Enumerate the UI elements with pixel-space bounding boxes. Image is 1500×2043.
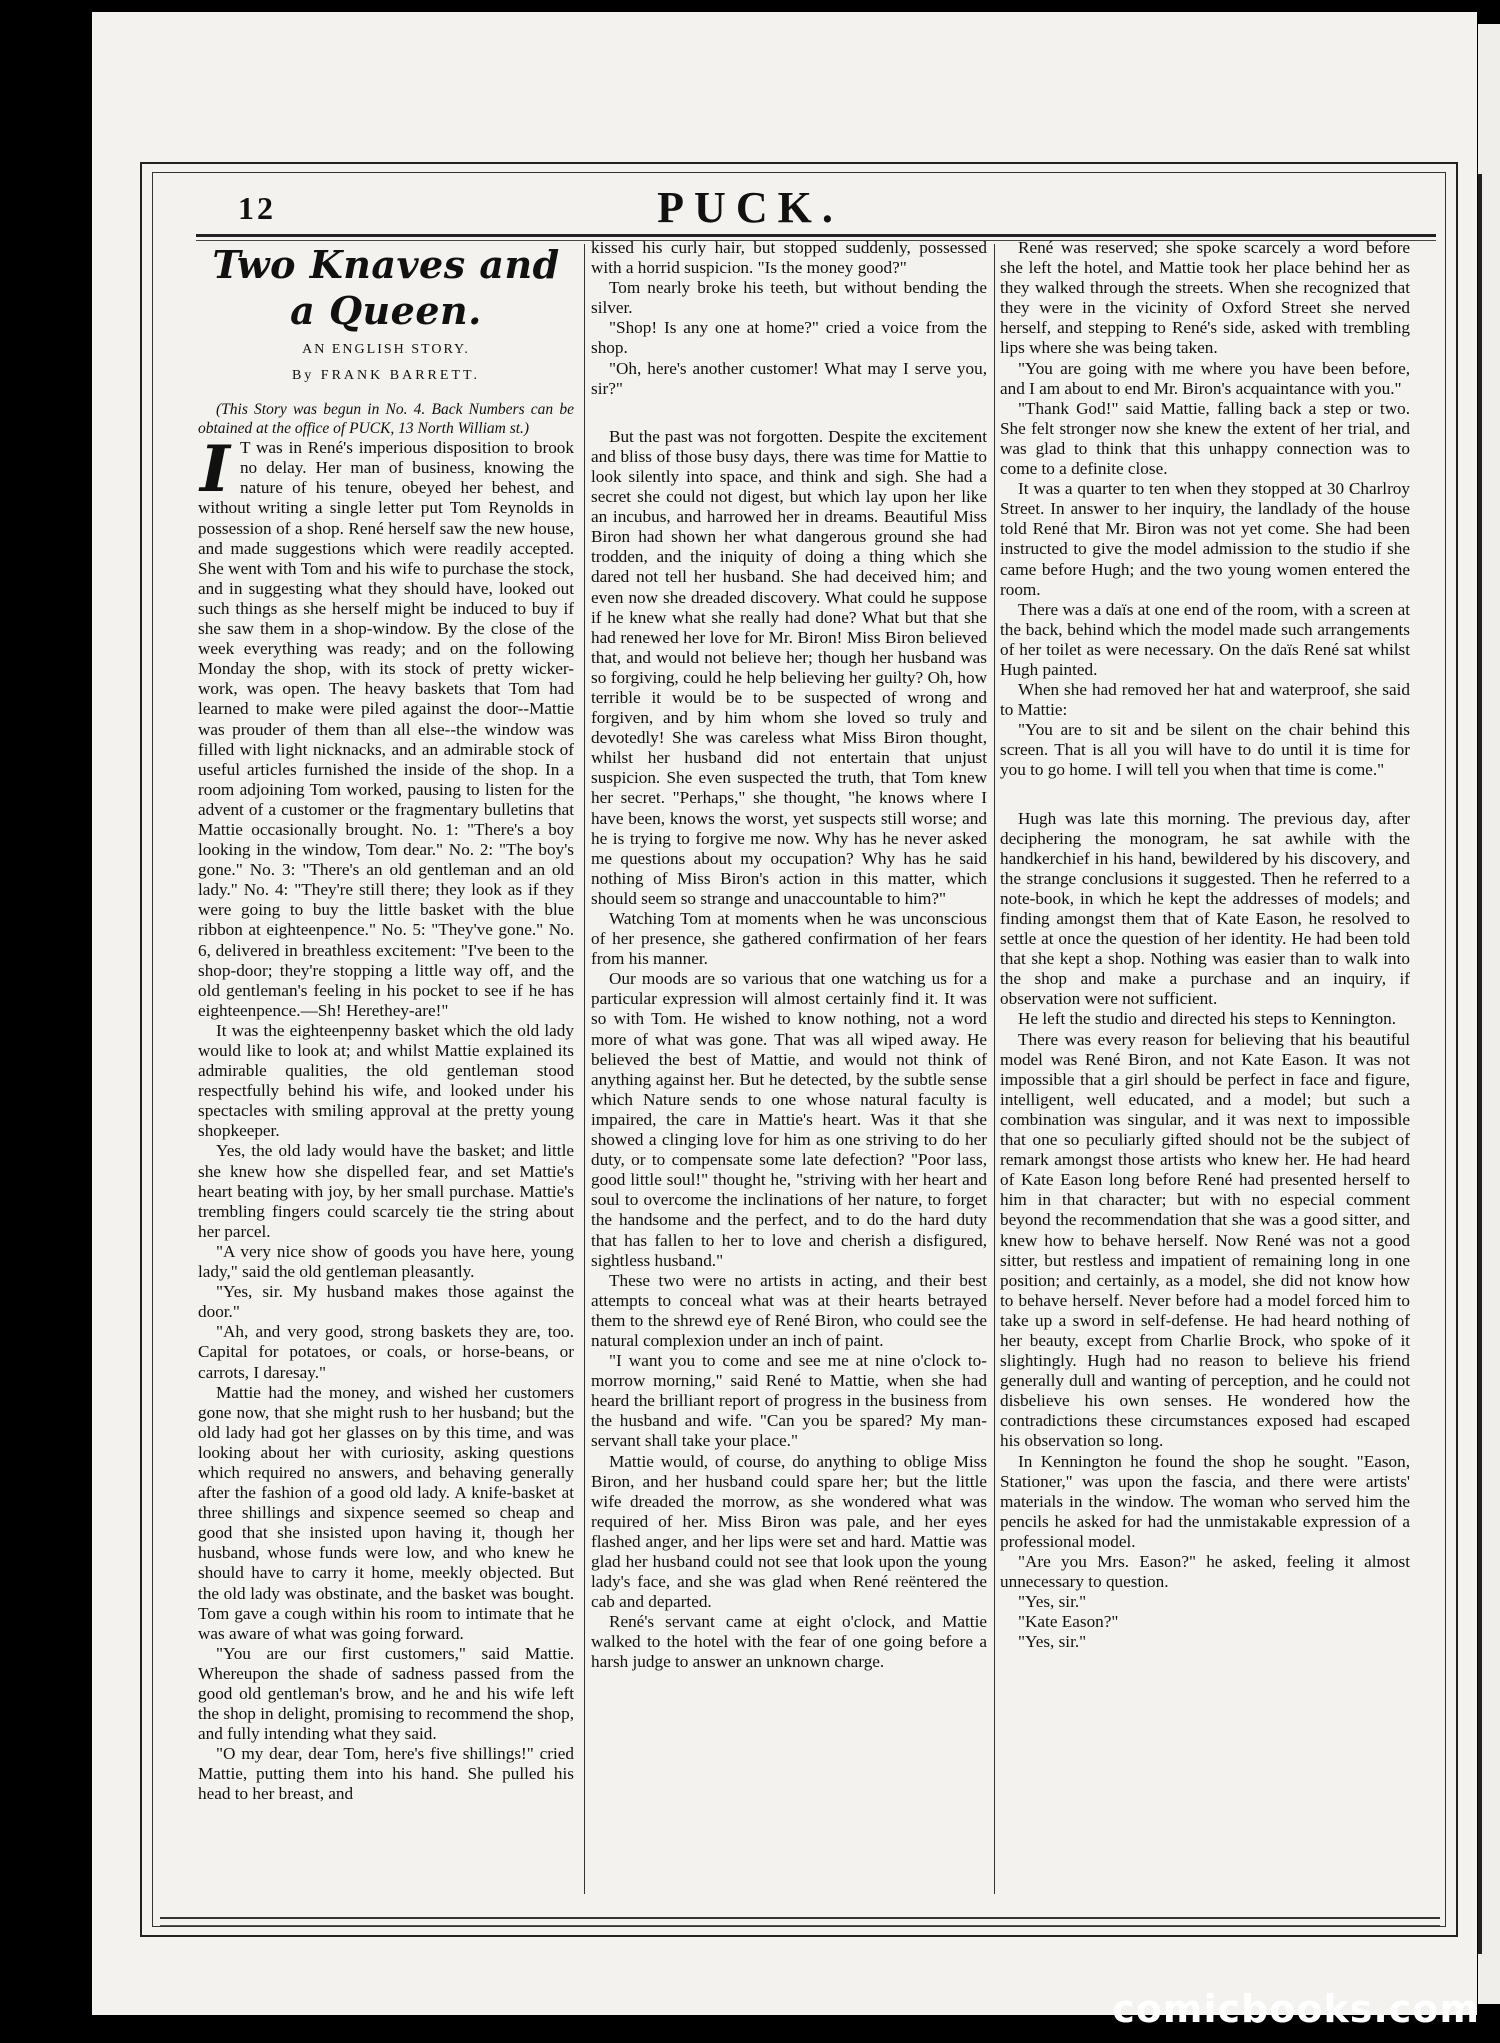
- story-paragraph: Watching Tom at moments when he was unconscious of her presence, she gathered confirmation of her fears from his manner.: [591, 909, 987, 969]
- story-paragraph: "Yes, sir. My husband makes those against the door.": [198, 1282, 574, 1322]
- story-paragraph: I T was in René's imperious disposition to brook no delay. Her man of business, knowing the nature of his tenure, obeyed her behest, and without writing a single letter put Tom Reynolds in possession of a shop. René herself saw the new house, and made suggestions which were readily accepted. She went with Tom and his wife to purchase the stock, and in suggesting what they should have, looked out such things as she herself might be induced to buy if she saw them in a shop-window. By the close of the week everything was ready; and on the following Monday the shop, with its stock of pretty wicker-work, was open. The heavy baskets that Tom had learned to make were piled against the door--Mattie was prouder of them than all else--the window was filled with light nicknacks, and an admirable stock of useful articles furnished the inside of the shop. In a room adjoining Tom worked, pausing to listen for the advent of a customer or the fragmentary bulletins that Mattie occasionally brought. No. 1: "There's a boy looking in the window, Tom dear." No. 2: "The boy's gone." No. 3: "There's an old gentleman and an old lady." No. 4: "They're still there; they look as if they were going to buy the little basket with the blue ribbon at eighteenpence." No. 5: "They've gone." No. 6, delivered in breathless excitement: "I've been to the shop-door; they're stopping a little way off, and the old gentleman's feeling in his pocket to see if he has eighteenpence.—Sh! Herethey-are!": [198, 432, 574, 1020]
- story-paragraph: "Oh, here's another customer! What may I serve you, sir?": [591, 358, 987, 398]
- story-byline: By FRANK BARRETT.: [291, 368, 481, 384]
- adjacent-page-edge: [1478, 24, 1500, 2004]
- story-paragraph: "Thank God!" said Mattie, falling back a step or two. She felt stronger now she knew the extent of her trial, and was glad to think that this unhappy connection was to come to a definite close.: [1000, 398, 1410, 479]
- page-number: 12: [238, 190, 276, 226]
- story-paragraph: "I want you to come and see me at nine o'clock to-morrow morning," said René to Mattie, when she had heard the brilliant report of progress in the business from the husband and wife. "Can you be spared? My man-servant shall take your place.": [591, 1351, 987, 1451]
- column-rule-1: [584, 244, 585, 1894]
- column-3: [1000, 238, 1410, 1652]
- story-paragraph: kissed his curly hair, but stopped suddenly, possessed with a horrid suspicion. "Is the money good?": [591, 238, 987, 278]
- story-note: (This Story was begun in No. 4. Back Numbers can be obtained at the office of PUCK, 13 North William st.): [198, 401, 574, 438]
- story-paragraph: "You are to sit and be silent on the chair behind this screen. That is all you will have to do until it is time for you to go home. I will tell you when that time is come.": [1000, 720, 1410, 780]
- drop-cap: I: [200, 432, 230, 508]
- story-paragraph: It was a quarter to ten when they stopped at 30 Charlroy Street. In answer to her inquiry, the landlady of the house told René that Mr. Biron was not yet come. She had been instructed to give the model admission to the studio if she came before Hugh; and the two young women entered the room.: [1000, 479, 1410, 599]
- story-paragraph: "Yes, sir.": [1018, 1592, 1087, 1612]
- story-paragraph: Mattie had the money, and wished her customers gone now, that she might rush to her husband; but the old lady had got her glasses on by this time, and was looking about her with curiosity, asking questions which required no answers, and behaving generally after the fashion of a good old lady. A knife-basket at three shillings and sixpence seemed so cheap and good that she insisted upon having it, though her husband, whose funds were low, and who knew he should have to carry it home, meekly objected. But the old lady was obstinate, and the basket was bought. Tom gave a cough within his room to intimate that he was aware of what was going forward.: [198, 1382, 574, 1643]
- story-paragraph: "You are going with me where you have been before, and I am about to end Mr. Biron's acquaintance with you.": [1000, 358, 1410, 398]
- story-paragraph: "Ah, and very good, strong baskets they are, too. Capital for potatoes, or coals, or horse-beans, or carrots, I daresay.": [198, 1322, 574, 1382]
- story-paragraph: Our moods are so various that one watching us for a particular expression will almost certainly find it. It was so with Tom. He wished to know nothing, not a word more of what was gone. That was all wiped away. He believed the best of Mattie, and would not think of anything against her. But he detected, by the subtle sense which Nature sends to one whose natural faculty is impaired, the care in Mattie's heart. Was it that she showed a clinging love for him as one striving to do her duty, or to compensate some late defection? "Poor lass, good little soul!" thought he, "striving with her heart and soul to overcome the inclinations of her nature, to forget the handsome and the perfect, and to do the hard duty that has fallen to her to love and cherish a disfigured, sightless husband.": [591, 969, 987, 1270]
- story-paragraph: In Kennington he found the shop he sought. "Eason, Stationer," was upon the fascia, and there were artists' materials in the window. The woman who served him the pencils he asked for had the unmistakable expression of a professional model.: [1000, 1451, 1410, 1551]
- story-paragraph: But the past was not forgotten. Despite the excitement and bliss of those busy days, there was time for Mattie to look silently into space, and think and sigh. She had a secret she could not digest, but which lay upon her like an incubus, and harrowed her in dreams. Beautiful Miss Biron had shown her what dangerous ground she had trodden, and the iniquity of doing a thing which she dared not tell her husband. She had deceived him; and even now she dreaded discovery. What could he suppose if he knew what she really had done? What but that she had renewed her love for Mr. Biron! Miss Biron believed that, and would not believe her; though her husband was so forgiving, could he help believing her guilty? Oh, how terrible it would be to be suspected of wrong and forgiven, and by him whom she loved so truly and devotedly! She was careless what Miss Biron thought, whilst her husband did not entertain that unjust suspicion. She even suspected the truth, that Tom knew her secret. "Perhaps," she thought, "he knows where I have been, knows the worst, yet suspects still worse; and he is trying to forgive me now. Why has he never asked me questions about my occupation? Why has he said nothing of Miss Biron's action in this matter, which should seem so strange and unaccountable to him?": [591, 426, 987, 908]
- story-paragraph: "Are you Mrs. Eason?" he asked, feeling it almost unnecessary to question.: [1000, 1552, 1410, 1592]
- story-paragraph: Mattie would, of course, do anything to oblige Miss Biron, and her husband could spare her; but the little wife dreaded the morrow, as she wondered what was required of her. Miss Biron was pale, and her eyes flashed anger, and her lips were set and hard. Mattie was glad her husband could not see that look upon the young lady's face, and she was glad when René reëntered the cab and departed.: [591, 1451, 987, 1612]
- column-2: [591, 238, 987, 1673]
- story-paragraph: There was every reason for believing that his beautiful model was René Biron, and not Kate Eason. It was not impossible that a girl should be perfect in face and figure, intelligent, well educated, and a model; but such a combination was singular, and it was next to impossible that one so peculiarly gifted should not be the subject of remark amongst those artists who knew her. He had heard of Kate Eason long before René had presented herself to him in that character; but with no especial comment beyond the recommendation that she was a good sitter, and knew how to behave herself. Now René was not a good sitter, but restless and impatient of remaining long in one position; and certainly, as a model, she did not know how to behave herself. Never before had a model forced him to take up a sword in self-defense. He had heard nothing of her beauty, except from Charlie Brock, who spoke of it slightingly. Hugh had no reason to believe his friend generally dull and wanting of perception, and he could not disbelieve his own senses. He wondered how the contradictions these circumstances exposed had escaped his observation so long.: [1000, 1029, 1410, 1451]
- story-paragraph: "Kate Eason?": [1018, 1612, 1119, 1632]
- footer-rule: [160, 1917, 1440, 1919]
- column-rule-2: [994, 244, 995, 1894]
- story-paragraph: "O my dear, dear Tom, here's five shillings!" cried Mattie, putting them into his hand. She pulled his head to her breast, and: [198, 1744, 574, 1804]
- watermark-logo: comicbooks.com: [1112, 1987, 1480, 2031]
- story-paragraph: "You are our first customers," said Mattie. Whereupon the shade of sadness passed from the good old gentleman's brow, and he and his wife left the shop in delight, promising to recommend the shop, and fully intending what they said.: [198, 1643, 574, 1744]
- story-subtitle: AN ENGLISH STORY.: [302, 342, 470, 357]
- story-paragraph: Hugh was late this morning. The previous day, after deciphering the monogram, he sat awhile with the handkerchief in his hand, bewildered by his discovery, and the strange conclusions it suggested. Then he referred to a note-book, in which he kept the addresses of models; and finding amongst them that of Kate Eason, he resolved to settle at once the question of her identity. He had been told that she kept a shop. Nothing was easier than to walk into the shop and make a purchase and an inquiry, if observation were not sufficient.: [1000, 808, 1410, 1009]
- story-paragraph: "A very nice show of goods you have here, young lady," said the old gentleman pleasantly.: [198, 1241, 574, 1282]
- story-paragraph: There was a daïs at one end of the room, with a screen at the back, behind which the model made such arrangements of her toilet as were necessary. On the daïs René sat whilst Hugh painted.: [1000, 599, 1410, 679]
- story-paragraph: It was the eighteenpenny basket which the old lady would like to look at; and whilst Mattie explained its admirable qualities, the old gentleman stood respectfully behind his wife, and looked under his spectacles with smiling approval at the pretty young shopkeeper.: [198, 1020, 574, 1141]
- column-1: [198, 232, 574, 1805]
- story-paragraph: These two were no artists in acting, and their best attempts to conceal what was at their hearts betrayed them to the shrewd eye of René Biron, who could see the natural complexion under an inch of paint.: [591, 1270, 987, 1350]
- story-paragraph: "Shop! Is any one at home?" cried a voice from the shop.: [591, 318, 987, 358]
- story-paragraph: Tom nearly broke his teeth, but without bending the silver.: [591, 278, 987, 318]
- page-title: PUCK.: [657, 183, 843, 232]
- story-paragraph: He left the studio and directed his steps to Kennington.: [1018, 1009, 1397, 1029]
- story-title: Two Knaves and a Queen.: [212, 242, 560, 333]
- story-paragraph: When she had removed her hat and waterproof, she said to Mattie:: [1000, 680, 1410, 720]
- story-paragraph: Yes, the old lady would have the basket; and little she knew how she dispelled fear, and set Mattie's heart beating with joy, by her small purchase. Mattie's trembling fingers could scarcely tie the string about her parcel.: [198, 1141, 574, 1241]
- footer-rule-thin: [160, 1925, 1440, 1926]
- story-paragraph: René was reserved; she spoke scarcely a word before she left the hotel, and Mattie took her place behind her as they walked through the streets. When she recognized that they were in the vicinity of Oxford Street she nerved herself, and stepping to René's side, asked with trembling lips where she was being taken.: [1000, 238, 1410, 358]
- story-paragraph: "Yes, sir.": [1018, 1632, 1087, 1652]
- story-paragraph: René's servant came at eight o'clock, and Mattie walked to the hotel with the fear of one going before a harsh judge to answer an unknown charge.: [591, 1612, 987, 1672]
